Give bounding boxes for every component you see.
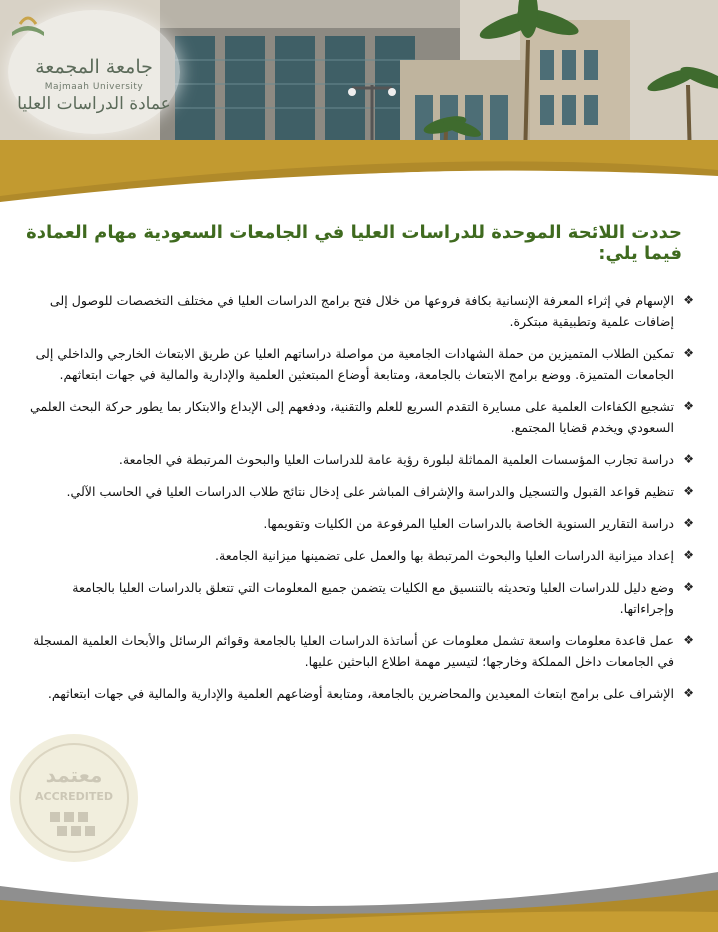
list-item	[24, 481, 694, 502]
list-item-text: تنظيم قواعد القبول والتسجيل والدراسة والإشراف المباشر على إدخال نتائج طلاب الدراسات العليا في الحاسب الآلي.	[66, 484, 674, 499]
university-logo	[8, 10, 180, 134]
list-item	[24, 630, 694, 672]
list-item	[24, 683, 694, 704]
diamond-bullet-icon: ❖	[683, 548, 694, 562]
list-item-text: دراسة تجارب المؤسسات العلمية المماثلة لبلورة رؤية عامة للدراسات العليا والبحوث المرتبطة في الجامعة.	[118, 452, 674, 467]
list-item-text: وضع دليل للدراسات العليا وتحديثه بالتنسيق مع الكليات يتضمن جميع المعلومات التي تتعلق بالدراسات العليا بالجامعة وإجراءاتها.	[72, 580, 674, 616]
list-item-text: تشجيع الكفاءات العلمية على مسايرة التقدم السريع للعلم والتقنية، ودفعهم إلى الإبداع والابتكار بما يطور حركة البحث العلمي السعودي ويخدم قضايا المجتمع.	[29, 399, 674, 435]
diamond-bullet-icon: ❖	[683, 686, 694, 700]
top-decorative-band	[0, 140, 718, 220]
list-item-text: عمل قاعدة معلومات واسعة تشمل معلومات عن أساتذة الدراسات العليا بالجامعة وقوائم الرسائل والأبحاث العلمية المسجلة في الجامعات داخل المملكة وخارجها؛ لتيسير مهمة اطلاع الباحثين عليها.	[33, 633, 674, 669]
diamond-bullet-icon: ❖	[683, 484, 694, 498]
list-item-text: الإسهام في إثراء المعرفة الإنسانية بكافة فروعها من خلال فتح برامج الدراسات العليا في مختلف التخصصات للوصول إلى إضافات علمية وتطبيقية مبتكرة.	[49, 293, 674, 329]
page-heading: حددت اللائحة الموحدة للدراسات العليا في الجامعات السعودية مهام العمادة فيما يلي:	[26, 222, 682, 264]
diamond-bullet-icon: ❖	[683, 580, 694, 594]
list-item	[24, 577, 694, 619]
bottom-decorative-band	[0, 820, 718, 932]
header-photo	[0, 0, 718, 160]
diamond-bullet-icon: ❖	[683, 633, 694, 647]
diamond-bullet-icon: ❖	[683, 399, 694, 413]
list-item	[24, 343, 694, 385]
diamond-bullet-icon: ❖	[683, 293, 694, 307]
logo-arabic-name: جامعة المجمعة	[35, 56, 153, 78]
diamond-bullet-icon: ❖	[683, 346, 694, 360]
list-item-text: تمكين الطلاب المتميزين من حملة الشهادات الجامعية من مواصلة دراساتهم العليا عن طريق الابتعاث الخارجي والداخلي إلى الجامعات المتميزة. ووضع برامج الابتعاث بالجامعة، ومتابعة أوضاع المبتعثين العلمية والإدارية والمالية في جهات ابتعاثهم.	[35, 346, 674, 382]
list-item	[24, 290, 694, 332]
seal-english-text: ACCREDITED	[34, 790, 114, 803]
list-item-text: دراسة التقارير السنوية الخاصة بالدراسات العليا المرفوعة من الكليات وتقويمها.	[263, 516, 674, 531]
seal-arabic-text: معتمد	[45, 763, 103, 787]
duties-list	[24, 290, 694, 715]
logo-deanship-name: عمادة الدراسات العليا	[17, 94, 171, 114]
list-item	[24, 545, 694, 566]
list-item-text: الإشراف على برامج ابتعاث المعيدين والمحاضرين بالجامعة، ومتابعة أوضاعهم العلمية والإدارية والمالية في جهات ابتعاثهم.	[47, 686, 674, 701]
list-item-text: إعداد ميزانية الدراسات العليا والبحوث المرتبطة بها والعمل على تضمينها ميزانية الجامعة.	[215, 548, 674, 563]
list-item	[24, 449, 694, 470]
book-icon	[8, 10, 48, 38]
list-item	[24, 513, 694, 534]
diamond-bullet-icon: ❖	[683, 516, 694, 530]
diamond-bullet-icon: ❖	[683, 452, 694, 466]
logo-english-name: Majmaah University	[44, 82, 144, 92]
list-item	[24, 396, 694, 438]
